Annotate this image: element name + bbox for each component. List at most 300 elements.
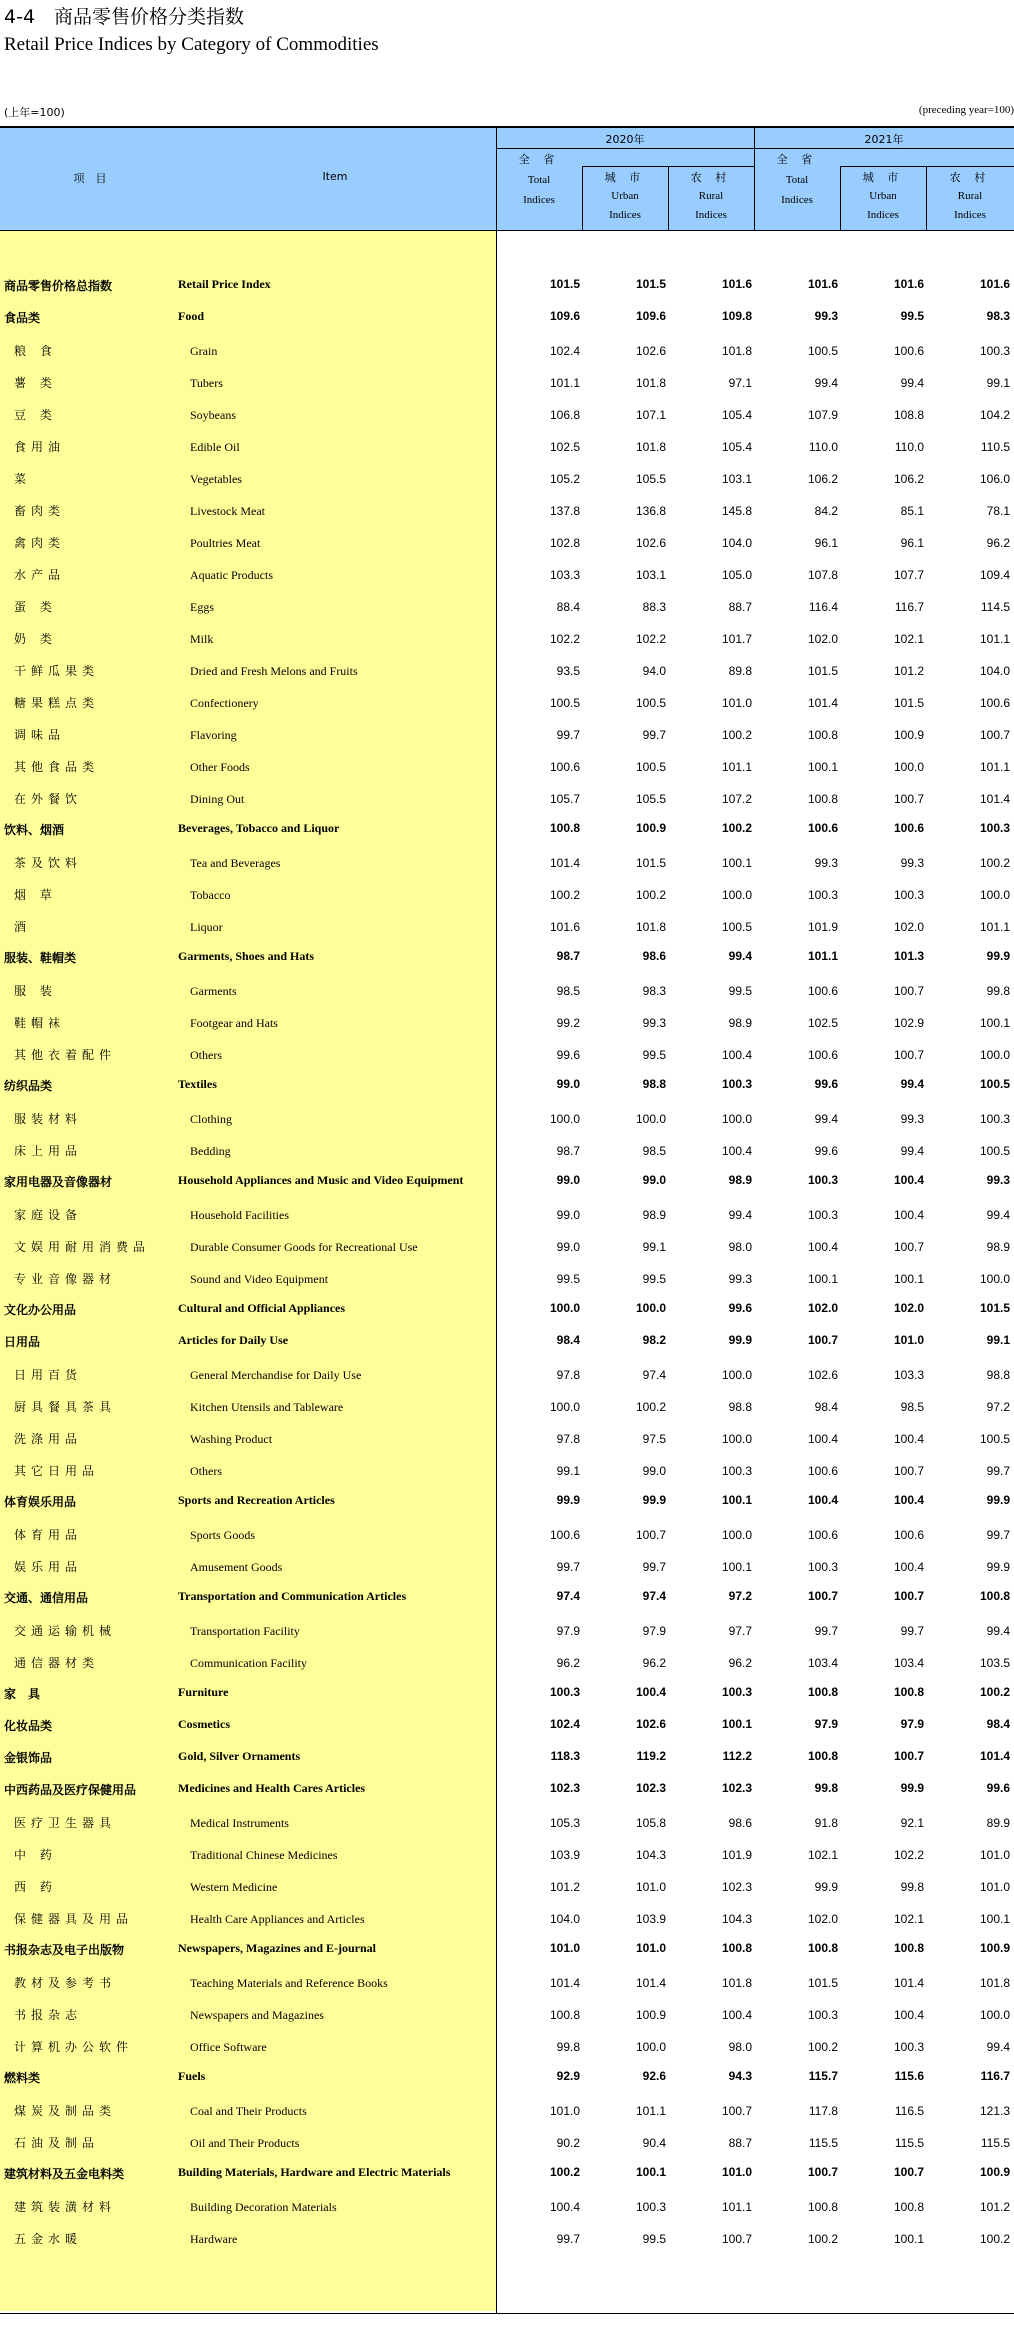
value-cell: 99.4: [986, 1208, 1010, 1222]
value-cell: 100.5: [721, 920, 752, 934]
row-label-cn: 其它日用品: [14, 1464, 100, 1478]
value-cell: 101.5: [635, 277, 666, 291]
value-cell: 99.5: [900, 309, 924, 323]
value-cell: 100.4: [893, 1432, 924, 1446]
table-row: [0, 1645, 1014, 1677]
value-cell: 100.0: [979, 1272, 1010, 1286]
value-cell: 97.1: [728, 376, 752, 390]
value-cell: 106.8: [549, 408, 580, 422]
value-cell: 104.0: [979, 664, 1010, 678]
value-cell: 103.1: [721, 472, 752, 486]
item-header-en: Item: [322, 170, 348, 183]
value-cell: 89.9: [986, 1816, 1010, 1830]
indices-table: [0, 126, 1014, 2341]
table-row: [0, 333, 1014, 365]
value-cell: 97.8: [556, 1432, 580, 1446]
row-label-cn: 食品类: [4, 311, 41, 325]
value-cell: 102.6: [635, 536, 666, 550]
value-cell: 100.2: [979, 1685, 1010, 1699]
row-label-cn: 蛋 类: [14, 600, 57, 614]
value-cell: 101.5: [549, 277, 580, 291]
row-label-cn: 交通、通信用品: [4, 1591, 89, 1605]
row-label-en: Textiles: [178, 1077, 217, 1091]
row-label-cn: 服装、鞋帽类: [4, 951, 77, 965]
value-cell: 104.0: [721, 536, 752, 550]
value-cell: 101.4: [893, 1976, 924, 1990]
rural-2021-header: 农 村 Rural Indices: [949, 171, 991, 221]
value-cell: 100.0: [893, 760, 924, 774]
value-cell: 98.9: [728, 1173, 752, 1187]
row-label-en: Amusement Goods: [190, 1560, 283, 1574]
row-label-cn: 厨具餐具茶具: [14, 1400, 117, 1414]
value-cell: 104.2: [979, 408, 1010, 422]
table-row: [0, 717, 1014, 749]
value-cell: 100.4: [893, 1493, 924, 1507]
value-cell: 102.4: [549, 344, 580, 358]
row-label-en: Communication Facility: [190, 1656, 307, 1670]
value-cell: 110.0: [808, 440, 838, 454]
value-cell: 100.7: [893, 1240, 924, 1254]
value-cell: 101.6: [721, 277, 752, 291]
value-cell: 100.2: [979, 856, 1010, 870]
row-label-cn: 交通运输机械: [14, 1624, 117, 1638]
value-cell: 100.3: [979, 344, 1010, 358]
value-cell: 99.5: [642, 1272, 666, 1286]
row-label-cn: 书报杂志及电子出版物: [4, 1943, 125, 1957]
value-cell: 99.7: [556, 1560, 580, 1574]
value-cell: 99.3: [986, 1173, 1010, 1187]
value-cell: 100.6: [979, 696, 1010, 710]
row-label-cn: 豆 类: [14, 408, 57, 422]
table-row: [0, 1581, 1014, 1613]
value-cell: 102.0: [893, 1301, 924, 1315]
table-row: [0, 589, 1014, 621]
table-row: [0, 1005, 1014, 1037]
value-cell: 100.1: [807, 760, 838, 774]
value-cell: 101.8: [979, 1976, 1010, 1990]
row-label-cn: 文化办公用品: [4, 1303, 77, 1317]
value-cell: 100.9: [635, 2008, 666, 2022]
row-label-en: Oil and Their Products: [190, 2136, 300, 2150]
value-cell: 107.1: [635, 408, 666, 422]
row-label-cn: 中西药品及医疗保健用品: [4, 1783, 137, 1797]
row-label-en: Gold, Silver Ornaments: [178, 1749, 301, 1763]
value-cell: 99.4: [728, 949, 752, 963]
value-cell: 100.3: [807, 1173, 838, 1187]
table-row: [0, 397, 1014, 429]
value-cell: 101.0: [721, 2165, 752, 2179]
value-cell: 99.4: [900, 1144, 924, 1158]
table-row: [0, 525, 1014, 557]
value-cell: 104.0: [549, 1912, 580, 1926]
value-cell: 98.7: [556, 949, 580, 963]
row-label-cn: 饮料、烟酒: [4, 823, 65, 837]
value-cell: 100.9: [635, 821, 666, 835]
row-label-en: Others: [190, 1464, 222, 1478]
value-cell: 78.1: [986, 504, 1010, 518]
table-row: [0, 1421, 1014, 1453]
value-cell: 101.0: [549, 2104, 580, 2118]
table-row: [0, 461, 1014, 493]
value-cell: 102.4: [549, 1717, 580, 1731]
table-row: [0, 1933, 1014, 1965]
value-cell: 98.4: [986, 1717, 1010, 1731]
row-label-cn: 日用百货: [14, 1368, 83, 1382]
value-cell: 97.4: [642, 1589, 666, 1603]
value-cell: 97.9: [814, 1717, 838, 1731]
value-cell: 100.5: [549, 696, 580, 710]
value-cell: 99.4: [900, 1077, 924, 1091]
value-cell: 99.5: [642, 1048, 666, 1062]
row-label-en: Sports Goods: [190, 1528, 256, 1542]
value-cell: 97.2: [728, 1589, 752, 1603]
value-cell: 99.2: [556, 1016, 580, 1030]
value-cell: 100.4: [893, 1208, 924, 1222]
table-row: [0, 1037, 1014, 1069]
value-cell: 85.1: [900, 504, 924, 518]
value-cell: 99.7: [900, 1624, 924, 1638]
value-cell: 100.3: [807, 1208, 838, 1222]
value-cell: 114.5: [980, 600, 1010, 614]
value-cell: 100.7: [893, 1589, 924, 1603]
value-cell: 100.7: [893, 1048, 924, 1062]
row-label-en: Eggs: [190, 600, 214, 614]
value-cell: 100.3: [807, 888, 838, 902]
value-cell: 100.0: [635, 1301, 666, 1315]
row-label-cn: 其他食品类: [14, 760, 100, 774]
value-cell: 101.1: [721, 760, 752, 774]
table-row: [0, 1325, 1014, 1357]
row-label-cn: 五金水暖: [14, 2232, 83, 2246]
value-cell: 102.2: [549, 632, 580, 646]
value-cell: 101.1: [807, 949, 838, 963]
row-label-en: Soybeans: [190, 408, 236, 422]
value-cell: 100.8: [979, 1589, 1010, 1603]
value-cell: 100.6: [893, 1528, 924, 1542]
value-cell: 100.4: [893, 2008, 924, 2022]
table-row: [0, 301, 1014, 333]
value-cell: 116.5: [894, 2104, 924, 2118]
value-cell: 100.5: [979, 1077, 1010, 1091]
value-cell: 100.8: [549, 2008, 580, 2022]
value-cell: 103.1: [635, 568, 666, 582]
value-cell: 100.3: [721, 1464, 752, 1478]
table-row: [0, 493, 1014, 525]
value-cell: 100.1: [721, 1560, 752, 1574]
row-label-en: General Merchandise for Daily Use: [190, 1368, 362, 1382]
value-cell: 101.0: [721, 696, 752, 710]
value-cell: 99.5: [728, 984, 752, 998]
value-cell: 136.8: [635, 504, 666, 518]
value-cell: 100.0: [549, 1400, 580, 1414]
value-cell: 102.0: [807, 1301, 838, 1315]
value-cell: 99.0: [642, 1464, 666, 1478]
value-cell: 115.5: [894, 2136, 924, 2150]
rural-2020-header: 农 村 Rural Indices: [690, 171, 732, 221]
value-cell: 92.1: [900, 1816, 924, 1830]
value-cell: 98.8: [728, 1400, 752, 1414]
row-label-cn: 家用电器及音像器材: [4, 1175, 113, 1189]
table-row: [0, 2189, 1014, 2221]
value-cell: 100.0: [721, 1432, 752, 1446]
value-cell: 107.7: [893, 568, 924, 582]
table-row: [0, 1709, 1014, 1741]
row-label-en: Teaching Materials and Reference Books: [190, 1976, 388, 1990]
table-row: [0, 1357, 1014, 1389]
value-cell: 100.2: [807, 2232, 838, 2246]
value-cell: 84.2: [814, 504, 838, 518]
value-cell: 101.1: [979, 632, 1010, 646]
row-label-cn: 文娱用耐用消费品: [14, 1240, 151, 1254]
table-row: [0, 1165, 1014, 1197]
row-label-cn: 畜肉类: [14, 504, 66, 518]
row-label-cn: 在外餐饮: [14, 792, 83, 806]
value-cell: 100.3: [721, 1077, 752, 1091]
value-cell: 93.5: [556, 664, 580, 678]
value-cell: 88.7: [728, 2136, 752, 2150]
value-cell: 99.6: [556, 1048, 580, 1062]
row-label-en: Vegetables: [190, 472, 242, 486]
table-row: [0, 557, 1014, 589]
row-label-en: Dining Out: [190, 792, 245, 806]
row-label-cn: 体育娱乐用品: [4, 1495, 77, 1509]
value-cell: 101.5: [979, 1301, 1010, 1315]
table-row: [0, 1965, 1014, 1997]
value-cell: 118.3: [550, 1749, 580, 1763]
row-label-cn: 建筑装潢材料: [14, 2200, 117, 2214]
table-row: [0, 1677, 1014, 1709]
value-cell: 101.8: [721, 1976, 752, 1990]
value-cell: 101.8: [635, 440, 666, 454]
row-label-cn: 建筑材料及五金电料类: [4, 2167, 125, 2181]
value-cell: 101.9: [721, 1848, 752, 1862]
row-label-en: Cultural and Official Appliances: [178, 1301, 346, 1315]
total-2020-header: 全 省 Total Indices: [518, 153, 560, 206]
row-label-cn: 专业音像器材: [14, 1272, 117, 1286]
value-cell: 99.3: [728, 1272, 752, 1286]
table-row: [0, 1837, 1014, 1869]
row-label-en: Western Medicine: [190, 1880, 278, 1894]
value-cell: 99.1: [556, 1464, 580, 1478]
row-label-en: Transportation and Communication Articles: [178, 1589, 407, 1603]
row-label-en: Coal and Their Products: [190, 2104, 307, 2118]
value-cell: 100.4: [635, 1685, 666, 1699]
value-cell: 100.9: [893, 728, 924, 742]
row-label-cn: 书报杂志: [14, 2008, 83, 2022]
value-cell: 99.4: [728, 1208, 752, 1222]
row-label-cn: 薯 类: [14, 376, 57, 390]
value-cell: 92.9: [556, 2069, 580, 2083]
item-header-cn: 项 目: [73, 172, 107, 185]
table-row: [0, 845, 1014, 877]
value-cell: 101.4: [979, 1749, 1010, 1763]
value-cell: 98.8: [642, 1077, 666, 1091]
value-cell: 100.2: [807, 2040, 838, 2054]
value-cell: 101.2: [893, 664, 924, 678]
value-cell: 108.8: [893, 408, 924, 422]
row-label-cn: 干鲜瓜果类: [14, 664, 100, 678]
value-cell: 100.3: [549, 1685, 580, 1699]
value-cell: 100.4: [807, 1240, 838, 1254]
row-label-cn: 化妆品类: [4, 1719, 53, 1733]
row-label-cn: 体育用品: [14, 1528, 83, 1542]
value-cell: 121.3: [979, 2104, 1010, 2118]
table-row: [0, 1901, 1014, 1933]
table-row: [0, 1997, 1014, 2029]
value-cell: 97.9: [556, 1624, 580, 1638]
value-cell: 100.4: [893, 1173, 924, 1187]
value-cell: 101.5: [807, 1976, 838, 1990]
table-row: [0, 909, 1014, 941]
value-cell: 100.8: [807, 1749, 838, 1763]
row-label-en: Newspapers, Magazines and E-journal: [178, 1941, 377, 1955]
value-cell: 99.8: [814, 1781, 838, 1795]
value-cell: 100.4: [807, 1432, 838, 1446]
value-cell: 98.2: [642, 1333, 666, 1347]
value-cell: 102.2: [893, 1848, 924, 1862]
value-cell: 96.2: [986, 536, 1010, 550]
table-row: [0, 813, 1014, 845]
value-cell: 100.7: [721, 2232, 752, 2246]
value-cell: 98.6: [728, 1816, 752, 1830]
row-label-en: Milk: [190, 632, 214, 646]
row-label-cn: 西 药: [14, 1880, 57, 1894]
table-row: [0, 1485, 1014, 1517]
row-label-cn: 糖果糕点类: [14, 696, 100, 710]
row-label-en: Household Facilities: [190, 1208, 289, 1222]
value-cell: 100.5: [979, 1144, 1010, 1158]
base-note-en: (preceding year=100): [918, 104, 1014, 116]
value-cell: 105.7: [549, 792, 580, 806]
row-label-cn: 服装材料: [14, 1112, 83, 1126]
value-cell: 116.4: [808, 600, 838, 614]
value-cell: 99.7: [814, 1624, 838, 1638]
value-cell: 99.9: [986, 949, 1010, 963]
value-cell: 99.9: [642, 1493, 666, 1507]
value-cell: 99.6: [728, 1301, 752, 1315]
table-row: [0, 1389, 1014, 1421]
value-cell: 99.6: [814, 1077, 838, 1091]
value-cell: 100.6: [807, 1528, 838, 1542]
value-cell: 99.9: [556, 1493, 580, 1507]
value-cell: 100.2: [549, 2165, 580, 2179]
row-label-en: Newspapers and Magazines: [190, 2008, 324, 2022]
value-cell: 98.7: [556, 1144, 580, 1158]
value-cell: 101.8: [721, 344, 752, 358]
value-cell: 100.0: [721, 1528, 752, 1542]
value-cell: 105.4: [721, 440, 752, 454]
row-label-cn: 石油及制品: [14, 2136, 100, 2150]
value-cell: 100.1: [721, 1717, 752, 1731]
row-label-en: Hardware: [190, 2232, 238, 2246]
value-cell: 100.4: [893, 1560, 924, 1574]
value-cell: 107.8: [807, 568, 838, 582]
table-body: [0, 230, 1014, 2341]
value-cell: 101.4: [549, 1976, 580, 1990]
value-cell: 100.6: [549, 760, 580, 774]
row-label-cn: 医疗卫生器具: [14, 1816, 117, 1830]
row-label-cn: 商品零售价格总指数: [4, 279, 113, 293]
value-cell: 88.4: [556, 600, 580, 614]
value-cell: 99.1: [642, 1240, 666, 1254]
row-label-cn: 调味品: [14, 728, 66, 742]
table-row: [0, 1805, 1014, 1837]
value-cell: 99.4: [814, 376, 838, 390]
row-label-en: Fuels: [178, 2069, 206, 2083]
value-cell: 99.8: [556, 2040, 580, 2054]
value-cell: 96.2: [728, 1656, 752, 1670]
table-row: [0, 1453, 1014, 1485]
value-cell: 105.8: [635, 1816, 666, 1830]
row-label-cn: 酒: [14, 920, 32, 934]
value-cell: 102.1: [807, 1848, 838, 1862]
row-label-cn: 奶 类: [14, 632, 57, 646]
value-cell: 102.6: [635, 344, 666, 358]
value-cell: 100.6: [549, 1528, 580, 1542]
value-cell: 109.4: [979, 568, 1010, 582]
row-label-cn: 粮 食: [14, 344, 57, 358]
value-cell: 101.5: [635, 856, 666, 870]
table-row: [0, 1261, 1014, 1293]
row-label-cn: 教材及参考书: [14, 1976, 117, 1990]
table-row: [0, 941, 1014, 973]
value-cell: 100.0: [549, 1112, 580, 1126]
value-cell: 99.3: [900, 856, 924, 870]
value-cell: 99.9: [728, 1333, 752, 1347]
value-cell: 100.3: [635, 2200, 666, 2214]
value-cell: 100.4: [721, 1048, 752, 1062]
value-cell: 100.4: [549, 2200, 580, 2214]
value-cell: 102.5: [807, 1016, 838, 1030]
table-row: [0, 749, 1014, 781]
value-cell: 107.2: [721, 792, 752, 806]
value-cell: 100.8: [807, 728, 838, 742]
row-label-en: Footgear and Hats: [190, 1016, 278, 1030]
row-label-cn: 水产品: [14, 568, 66, 582]
table-row: [0, 1549, 1014, 1581]
value-cell: 98.5: [900, 1400, 924, 1414]
value-cell: 99.5: [556, 1272, 580, 1286]
value-cell: 96.1: [814, 536, 838, 550]
value-cell: 137.8: [549, 504, 580, 518]
value-cell: 100.9: [979, 1941, 1010, 1955]
value-cell: 99.3: [814, 856, 838, 870]
row-label-cn: 燃料类: [4, 2071, 41, 2085]
row-label-cn: 通信器材类: [14, 1656, 100, 1670]
value-cell: 99.9: [986, 1493, 1010, 1507]
table-row: [0, 365, 1014, 397]
row-label-cn: 烟 草: [14, 888, 57, 902]
value-cell: 115.6: [894, 2069, 924, 2083]
value-cell: 117.8: [808, 2104, 838, 2118]
value-cell: 98.5: [556, 984, 580, 998]
row-label-en: Aquatic Products: [190, 568, 273, 582]
row-label-en: Building Materials, Hardware and Electric Materials: [178, 2165, 451, 2179]
table-row: [0, 2029, 1014, 2061]
value-cell: 100.0: [635, 1112, 666, 1126]
row-label-cn: 服 装: [14, 984, 57, 998]
value-cell: 100.3: [893, 888, 924, 902]
value-cell: 100.2: [635, 888, 666, 902]
value-cell: 100.5: [979, 1432, 1010, 1446]
value-cell: 98.4: [814, 1400, 838, 1414]
value-cell: 102.3: [549, 1781, 580, 1795]
value-cell: 100.8: [893, 2200, 924, 2214]
table-row: [0, 781, 1014, 813]
value-cell: 115.7: [808, 2069, 838, 2083]
row-label-cn: 日用品: [4, 1335, 41, 1349]
row-label-en: Dried and Fresh Melons and Fruits: [190, 664, 358, 678]
